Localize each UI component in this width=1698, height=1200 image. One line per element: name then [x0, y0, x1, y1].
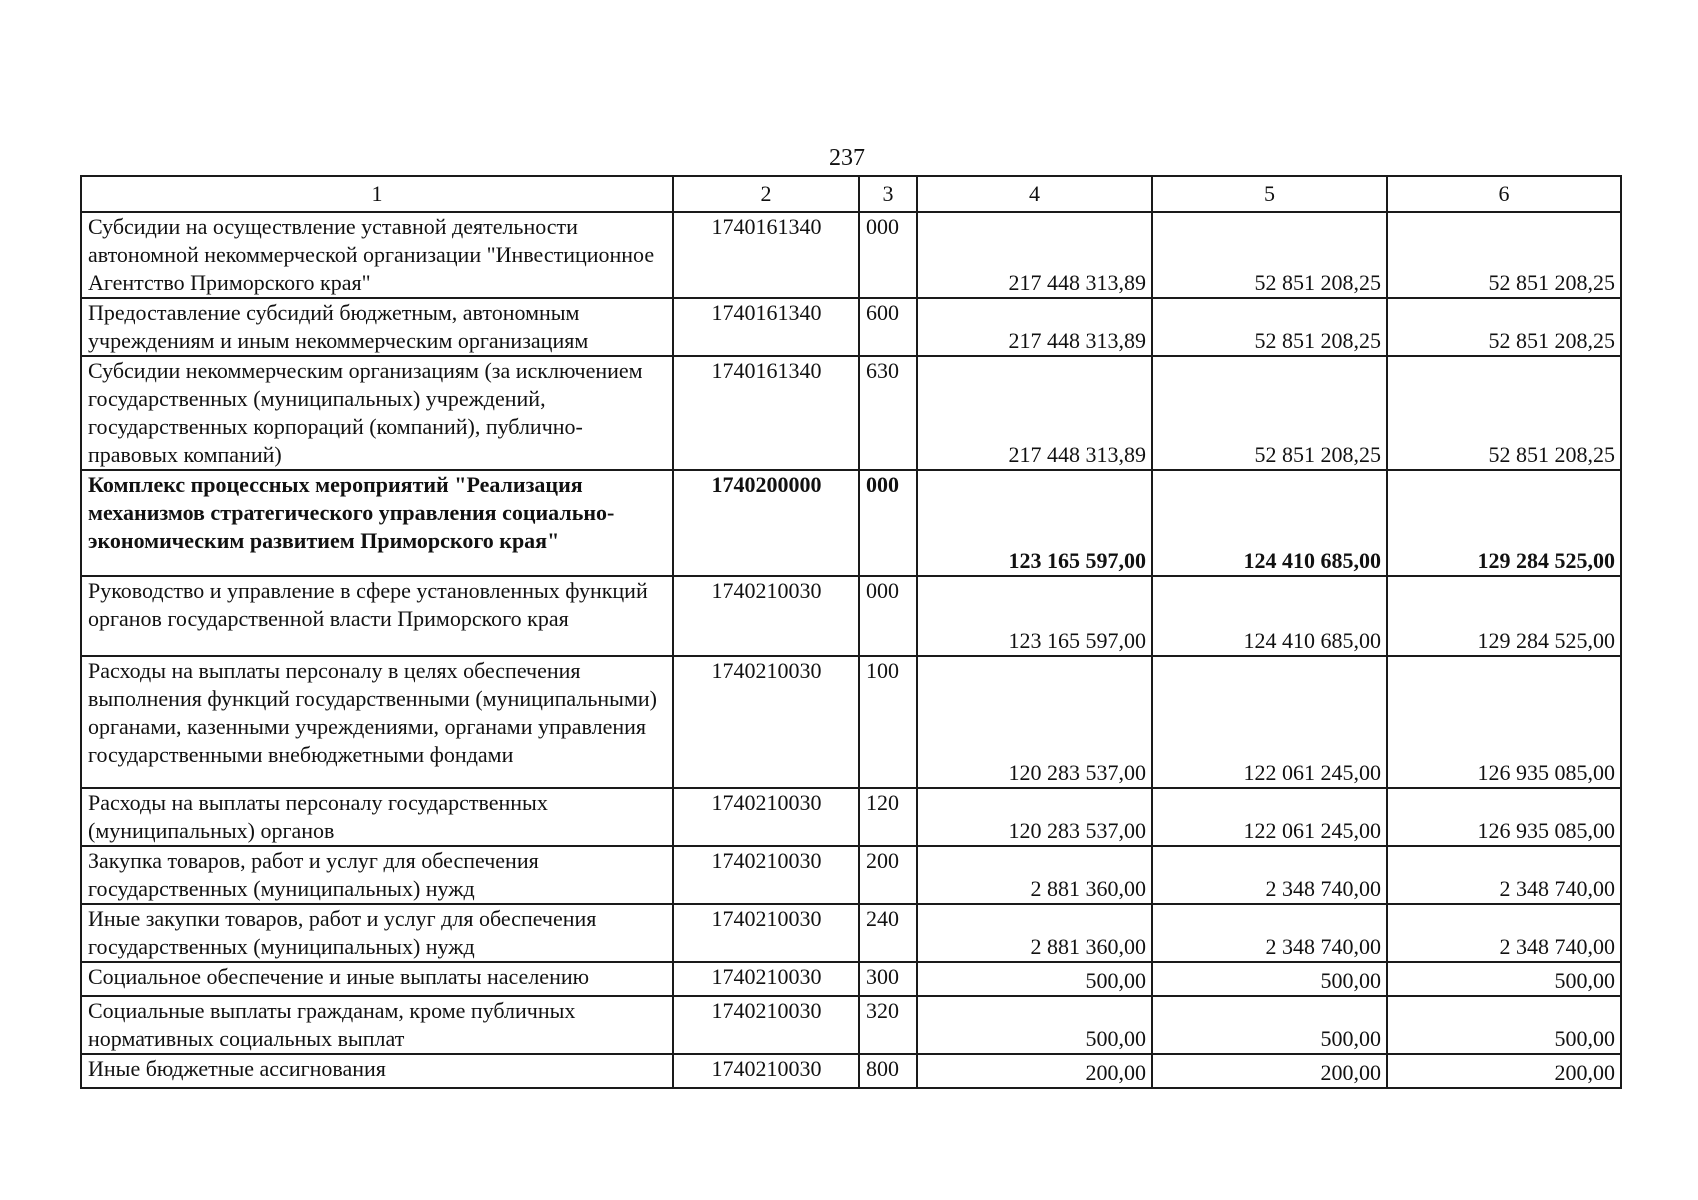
- row-name-cell: Комплекс процессных мероприятий "Реализация механизмов стратегического управления социально-экономическим развитием Приморского края": [81, 470, 673, 576]
- column-header: 4: [917, 176, 1152, 212]
- row-value-col6: 52 851 208,25: [1387, 298, 1621, 356]
- row-value-col4: 500,00: [917, 996, 1152, 1054]
- row-kind-cell: 000: [859, 212, 917, 298]
- row-value-col6: 52 851 208,25: [1387, 356, 1621, 470]
- table-row: [81, 962, 1621, 996]
- row-code-cell: 1740210030: [673, 962, 859, 996]
- column-header: 6: [1387, 176, 1621, 212]
- row-value-col6: 126 935 085,00: [1387, 656, 1621, 788]
- table-header-row: [81, 176, 1621, 212]
- row-kind-cell: 000: [859, 470, 917, 576]
- row-name-cell: Расходы на выплаты персоналу государственных (муниципальных) органов: [81, 788, 673, 846]
- row-value-col4: 500,00: [917, 962, 1152, 996]
- row-name-cell: Иные бюджетные ассигнования: [81, 1054, 673, 1088]
- row-value-col5: 500,00: [1152, 962, 1387, 996]
- row-name-cell: Социальные выплаты гражданам, кроме публичных нормативных социальных выплат: [81, 996, 673, 1054]
- row-kind-cell: 000: [859, 576, 917, 656]
- table-row: [81, 470, 1621, 576]
- row-name-cell: Субсидии некоммерческим организациям (за исключением государственных (муниципальных) учреждений, государственных корпораций (компаний), публично-правовых компаний): [81, 356, 673, 470]
- column-header: 5: [1152, 176, 1387, 212]
- row-name-cell: Расходы на выплаты персоналу в целях обеспечения выполнения функций государственными (муниципальными) органами, казенными учреждениями, органами управления государственными внебюджетными фондами: [81, 656, 673, 788]
- row-code-cell: 1740161340: [673, 212, 859, 298]
- row-value-col4: 120 283 537,00: [917, 788, 1152, 846]
- row-value-col5: 500,00: [1152, 996, 1387, 1054]
- row-value-col4: 217 448 313,89: [917, 212, 1152, 298]
- column-header: 1: [81, 176, 673, 212]
- row-value-col6: 2 348 740,00: [1387, 904, 1621, 962]
- table-row: [81, 356, 1621, 470]
- table-row: [81, 846, 1621, 904]
- row-kind-cell: 300: [859, 962, 917, 996]
- row-name-cell: Закупка товаров, работ и услуг для обеспечения государственных (муниципальных) нужд: [81, 846, 673, 904]
- row-code-cell: 1740210030: [673, 996, 859, 1054]
- row-kind-cell: 600: [859, 298, 917, 356]
- row-value-col5: 52 851 208,25: [1152, 298, 1387, 356]
- row-code-cell: 1740210030: [673, 1054, 859, 1088]
- row-value-col6: 200,00: [1387, 1054, 1621, 1088]
- row-code-cell: 1740161340: [673, 298, 859, 356]
- row-kind-cell: 320: [859, 996, 917, 1054]
- row-kind-cell: 100: [859, 656, 917, 788]
- row-value-col4: 217 448 313,89: [917, 356, 1152, 470]
- row-value-col5: 124 410 685,00: [1152, 576, 1387, 656]
- row-value-col6: 500,00: [1387, 962, 1621, 996]
- row-value-col5: 122 061 245,00: [1152, 656, 1387, 788]
- row-value-col5: 2 348 740,00: [1152, 846, 1387, 904]
- row-code-cell: 1740161340: [673, 356, 859, 470]
- table-row: [81, 212, 1621, 298]
- row-code-cell: 1740210030: [673, 788, 859, 846]
- row-kind-cell: 630: [859, 356, 917, 470]
- table-row: [81, 788, 1621, 846]
- row-value-col5: 200,00: [1152, 1054, 1387, 1088]
- table-row: [81, 576, 1621, 656]
- row-value-col6: 2 348 740,00: [1387, 846, 1621, 904]
- row-value-col6: 129 284 525,00: [1387, 576, 1621, 656]
- row-name-cell: Иные закупки товаров, работ и услуг для обеспечения государственных (муниципальных) нужд: [81, 904, 673, 962]
- page-number: 237: [829, 145, 865, 171]
- row-value-col6: 52 851 208,25: [1387, 212, 1621, 298]
- row-kind-cell: 120: [859, 788, 917, 846]
- row-code-cell: 1740210030: [673, 846, 859, 904]
- row-value-col5: 52 851 208,25: [1152, 356, 1387, 470]
- row-value-col6: 129 284 525,00: [1387, 470, 1621, 576]
- row-code-cell: 1740210030: [673, 656, 859, 788]
- table-row: [81, 996, 1621, 1054]
- row-value-col6: 500,00: [1387, 996, 1621, 1054]
- row-name-cell: Социальное обеспечение и иные выплаты населению: [81, 962, 673, 996]
- row-value-col4: 200,00: [917, 1054, 1152, 1088]
- table-row: [81, 1054, 1621, 1088]
- row-name-cell: Субсидии на осуществление уставной деятельности автономной некоммерческой организации "Инвестиционное Агентство Приморского края": [81, 212, 673, 298]
- row-name-cell: Предоставление субсидий бюджетным, автономным учреждениям и иным некоммерческим организациям: [81, 298, 673, 356]
- row-value-col4: 2 881 360,00: [917, 904, 1152, 962]
- row-value-col4: 123 165 597,00: [917, 470, 1152, 576]
- row-value-col5: 52 851 208,25: [1152, 212, 1387, 298]
- row-value-col4: 217 448 313,89: [917, 298, 1152, 356]
- row-name-cell: Руководство и управление в сфере установленных функций органов государственной власти Приморского края: [81, 576, 673, 656]
- row-kind-cell: 200: [859, 846, 917, 904]
- row-kind-cell: 240: [859, 904, 917, 962]
- table-row: [81, 656, 1621, 788]
- row-code-cell: 1740210030: [673, 904, 859, 962]
- row-value-col5: 2 348 740,00: [1152, 904, 1387, 962]
- column-header: 3: [859, 176, 917, 212]
- table-row: [81, 298, 1621, 356]
- row-kind-cell: 800: [859, 1054, 917, 1088]
- row-value-col6: 126 935 085,00: [1387, 788, 1621, 846]
- budget-table: [80, 175, 1622, 1089]
- row-value-col5: 122 061 245,00: [1152, 788, 1387, 846]
- row-value-col5: 124 410 685,00: [1152, 470, 1387, 576]
- row-code-cell: 1740200000: [673, 470, 859, 576]
- row-value-col4: 120 283 537,00: [917, 656, 1152, 788]
- row-value-col4: 123 165 597,00: [917, 576, 1152, 656]
- column-header: 2: [673, 176, 859, 212]
- row-code-cell: 1740210030: [673, 576, 859, 656]
- row-value-col4: 2 881 360,00: [917, 846, 1152, 904]
- table-row: [81, 904, 1621, 962]
